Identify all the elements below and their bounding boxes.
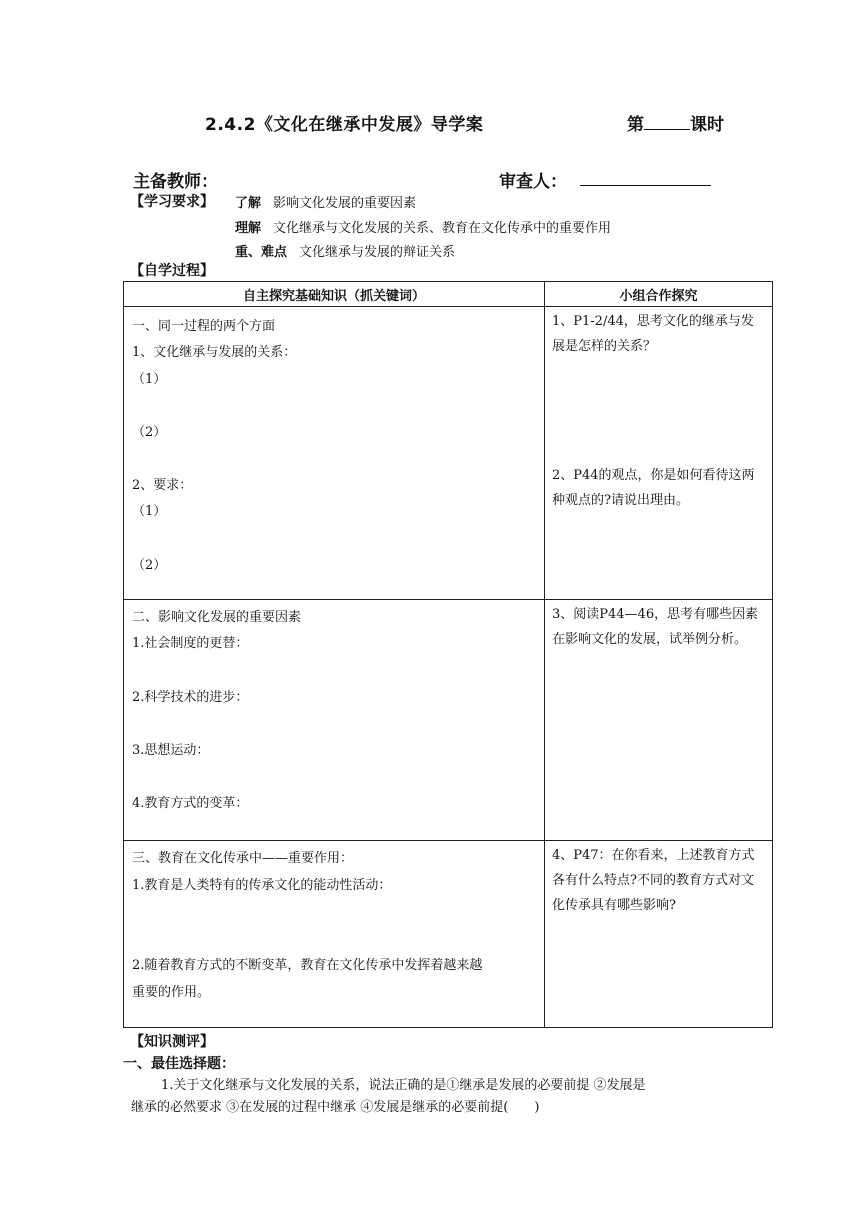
cell-line: （2）: [132, 558, 167, 573]
cell-line: 2.随着教育方式的不断变革，教育在文化传承中发挥着越来越: [132, 958, 483, 973]
cell-line: 1、文化继承与发展的关系：: [132, 345, 297, 360]
lesson-suffix: 课时: [690, 115, 724, 135]
requirement-item: [235, 241, 455, 260]
table-cell-left: [124, 307, 545, 600]
requirements-heading: 【学习要求】: [130, 194, 214, 210]
requirement-key: 了解: [235, 196, 262, 211]
table-cell-right: [545, 307, 773, 600]
column-header-group-study: 小组合作探究: [545, 282, 773, 307]
cell-paragraph: 4、P47：在你看来，上述教育方式各有什么特点?不同的教育方式对文化传承具有哪些影响?: [552, 848, 755, 913]
requirement-text: 影响文化发展的重要因素: [273, 196, 417, 211]
cell-paragraph: 2、P44的观点，你是如何看待这两种观点的?请说出理由。: [552, 468, 755, 508]
column-header-self-study: 自主探究基础知识（抓关键词）: [124, 282, 545, 307]
quiz-part-label: 一、最佳选择题：: [123, 1056, 235, 1072]
reviewer-label: 审查人：: [499, 172, 567, 192]
reviewer-blank: [580, 185, 711, 186]
cell-line: 3.思想运动：: [132, 743, 210, 758]
requirement-item: [235, 192, 416, 211]
requirement-text: 文化继承与文化发展的关系、教育在文化传承中的重要作用: [273, 221, 612, 236]
cell-line: 三、教育在文化传承中——重要作用：: [132, 851, 354, 866]
cell-line: 2、要求：: [132, 478, 193, 493]
table-cell-right: [545, 600, 773, 841]
cell-paragraph: 3、阅读P44—46，思考有哪些因素在影响文化的发展，试举例分析。: [552, 607, 759, 647]
quiz-heading: 【知识测评】: [130, 1034, 214, 1050]
requirement-text: 文化继承与发展的辩证关系: [299, 245, 456, 260]
lesson-number: [627, 110, 724, 135]
cell-line: 4.教育方式的变革：: [132, 796, 249, 811]
cell-line: 1.社会制度的更替：: [132, 636, 249, 651]
cell-line: （1）: [132, 372, 167, 387]
table-cell-left: [124, 841, 545, 1028]
cell-line: 重要的作用。: [132, 985, 211, 1000]
requirement-item: [235, 217, 611, 236]
cell-line: 2.科学技术的进步：: [132, 690, 249, 705]
self-study-heading: 【自学过程】: [130, 263, 214, 279]
table-cell-left: [124, 600, 545, 841]
cell-line: 一、同一过程的两个方面: [132, 319, 276, 334]
cell-paragraph: 1、P1-2/44，思考文化的继承与发展是怎样的关系？: [552, 314, 754, 354]
question-text: 继承的必然要求 ③在发展的过程中继承 ④发展是继承的必要前提( ): [131, 1100, 540, 1115]
document-title: 2.4.2《文化在继承中发展》导学案: [205, 115, 484, 135]
cell-line: 二、影响文化发展的重要因素: [132, 610, 302, 625]
cell-line: （1）: [132, 504, 167, 519]
question-text: 1.关于文化继承与文化发展的关系，说法正确的是①继承是发展的必要前提 ②发展是: [161, 1078, 646, 1093]
requirement-key: 理解: [235, 221, 262, 236]
cell-line: （2）: [132, 425, 167, 440]
table-cell-right: [545, 841, 773, 1028]
teacher-label: 主备教师：: [133, 172, 218, 192]
lesson-blank: [644, 115, 690, 130]
cell-line: 1.教育是人类特有的传承文化的能动性活动：: [132, 878, 392, 893]
study-table: [123, 281, 773, 1028]
lesson-prefix: 第: [627, 115, 644, 135]
requirement-key: 重、难点: [235, 245, 288, 260]
